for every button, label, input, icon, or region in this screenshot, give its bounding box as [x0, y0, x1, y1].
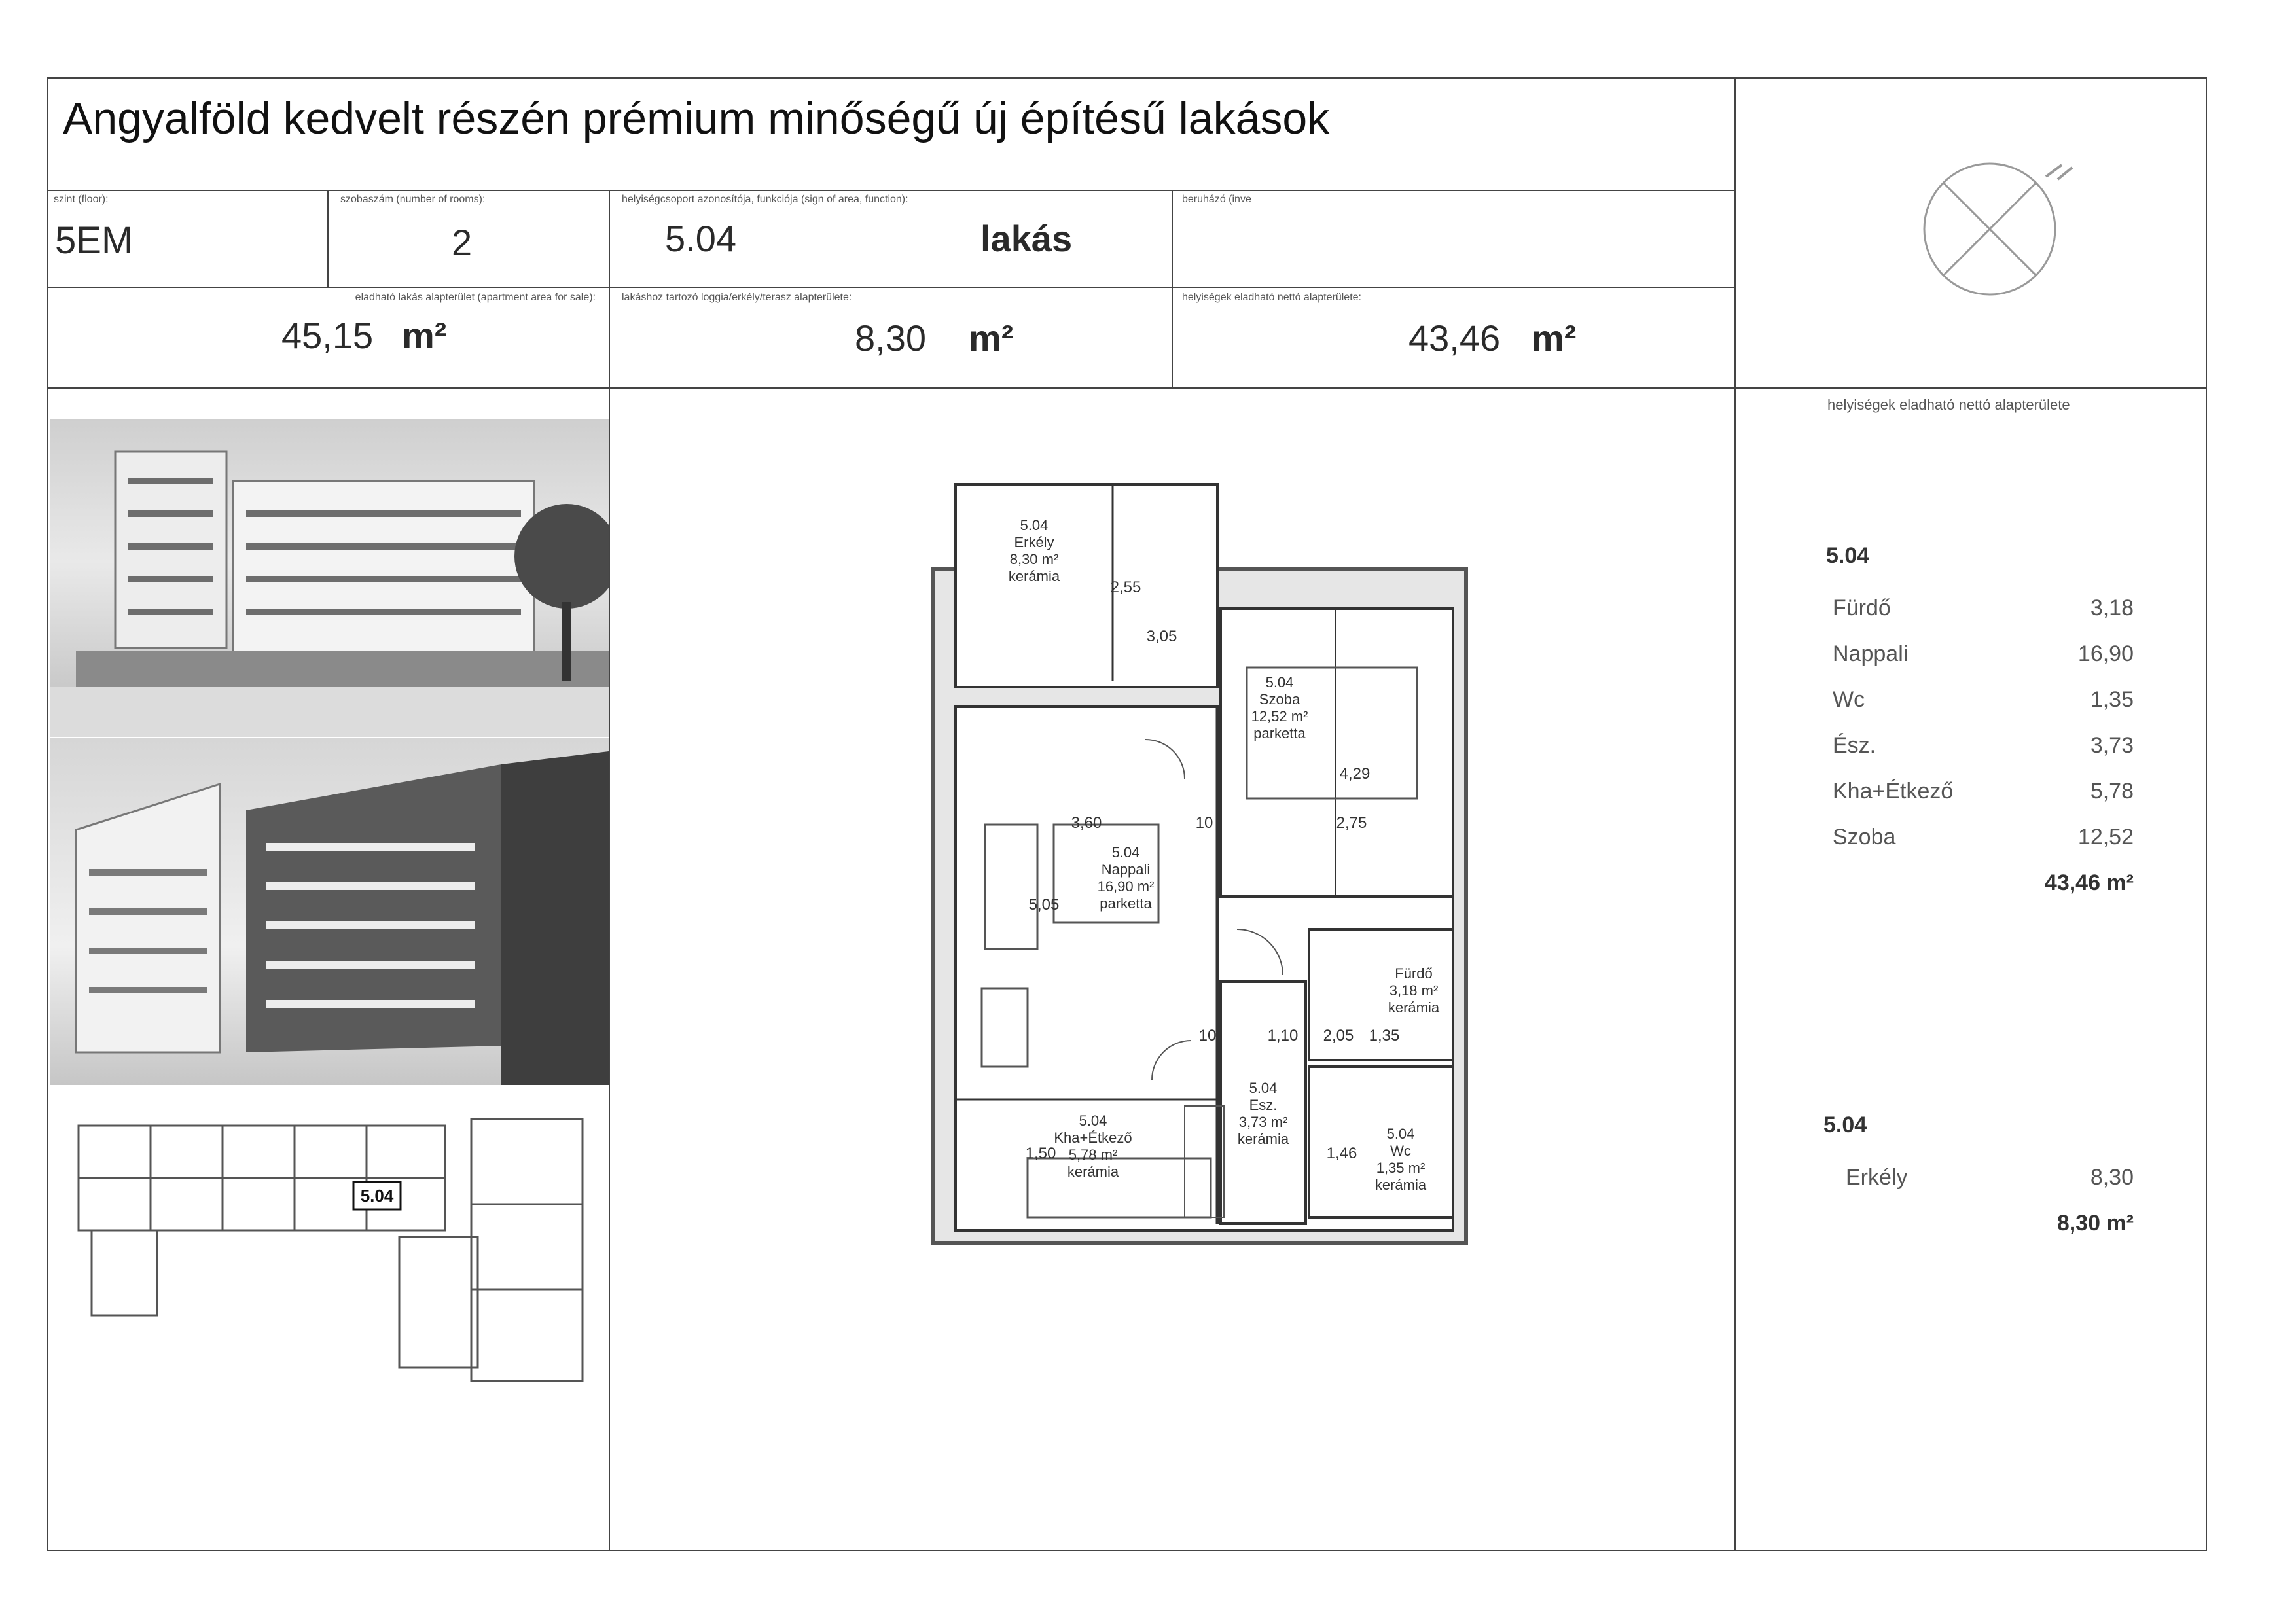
info-col1 — [327, 190, 329, 287]
nappali-name: Nappali — [1101, 861, 1151, 878]
esz-floor: kerámia — [1237, 1131, 1289, 1147]
room-value: 12,52 — [2077, 825, 2134, 849]
erkely-area: 8,30 m² — [1009, 551, 1059, 567]
rooms-value: 2 — [452, 222, 473, 263]
site-plan-tag: 5.04 — [360, 1186, 394, 1205]
room-row — [1833, 687, 2134, 733]
compass-icon — [1898, 157, 2108, 314]
sidebar-group2-id: 5.04 — [1823, 1113, 1867, 1137]
kha-area: 5,78 m² — [1068, 1147, 1118, 1163]
sale-area-unit: m² — [402, 315, 447, 356]
net-area-unit: m² — [1532, 317, 1577, 359]
balcony-total-value: 8,30 m² — [2056, 1211, 2134, 1236]
balcony-row — [1846, 1165, 2134, 1211]
szoba-floor: parketta — [1253, 725, 1306, 741]
wc-area: 1,35 m² — [1376, 1160, 1426, 1176]
function-label: helyiségcsoport azonosítója, funkciója (sign of area, function): — [622, 194, 908, 205]
dim-hall-offset: 10 — [1198, 1027, 1217, 1044]
loggia-unit: m² — [969, 317, 1014, 359]
szoba-name: Szoba — [1259, 691, 1300, 707]
frame-left — [47, 77, 48, 1551]
frame-right — [2206, 77, 2207, 1551]
sidebar-divider — [1734, 77, 1736, 1551]
kha-id: 5.04 — [1079, 1113, 1107, 1129]
kha-floor: kerámia — [1067, 1164, 1119, 1180]
balcony-total — [1846, 1211, 2134, 1236]
room-name: Kha+Étkező — [1833, 779, 1954, 804]
apartment-function: lakás — [980, 218, 1073, 259]
info-col3 — [1172, 190, 1173, 387]
dim-bath-height: 2,05 — [1323, 1027, 1354, 1044]
furdo-name: Fürdő — [1395, 965, 1433, 982]
room-name: Szoba — [1833, 825, 1896, 849]
room-name: Nappali — [1833, 641, 1909, 666]
rooms-label: szobaszám (number of rooms): — [340, 194, 486, 205]
room-total-value: 43,46 m² — [2044, 870, 2134, 895]
sidebar-heading: helyiségek eladható nettó alapterülete — [1827, 397, 2070, 413]
erkely-name: Erkély — [1014, 534, 1054, 550]
room-row — [1833, 641, 2134, 687]
dim-bedroom-width: 2,75 — [1336, 814, 1367, 832]
net-area-value: 43,46 — [1408, 317, 1501, 359]
room-row — [1833, 596, 2134, 641]
wc-floor: kerámia — [1374, 1177, 1427, 1193]
room-total — [1833, 870, 2134, 896]
left-column-divider — [609, 190, 610, 1551]
header-divider — [47, 190, 1734, 191]
dim-living-offset: 10 — [1195, 814, 1213, 832]
room-name: Fürdő — [1833, 596, 1891, 620]
sidebar-group1-id: 5.04 — [1826, 543, 1870, 568]
floor-plan — [929, 478, 1473, 1250]
esz-id: 5.04 — [1249, 1080, 1278, 1096]
erkely-floor: kerámia — [1008, 568, 1060, 584]
wc-name: Wc — [1390, 1143, 1411, 1159]
info-row-divider — [47, 287, 1734, 288]
dim-living-width: 3,60 — [1071, 814, 1102, 832]
room-row — [1833, 825, 2134, 870]
nappali-area: 16,90 m² — [1097, 878, 1155, 895]
building-render-2 — [50, 738, 609, 1085]
floor-label: szint (floor): — [54, 194, 109, 205]
room-list — [1833, 596, 2134, 896]
nappali-id: 5.04 — [1111, 844, 1140, 861]
loggia-value: 8,30 — [855, 317, 926, 359]
furdo-floor: kerámia — [1388, 999, 1440, 1016]
room-value: 5,78 — [2090, 779, 2134, 804]
frame-bottom — [47, 1550, 2207, 1551]
room-value: 3,18 — [2090, 596, 2134, 620]
room-name: Ész. — [1833, 733, 1876, 758]
dim-balcony-width: 3,05 — [1146, 628, 1177, 645]
sale-area-label: eladható lakás alapterület (apartment area for sale): — [355, 292, 596, 303]
room-row — [1833, 733, 2134, 779]
info-bottom-divider — [47, 387, 2207, 389]
building-render-1 — [50, 419, 609, 737]
investor-label: beruházó (inve — [1182, 194, 1251, 205]
nappali-floor: parketta — [1100, 895, 1152, 912]
room-value: 1,35 — [2090, 687, 2134, 712]
page-title: Angyalföld kedvelt részén prémium minőségű új építésű lakások — [63, 94, 1330, 143]
dim-bath-width: 1,35 — [1369, 1027, 1400, 1044]
room-value: 3,73 — [2090, 733, 2134, 758]
szoba-area: 12,52 m² — [1251, 708, 1308, 724]
balcony-name: Erkély — [1846, 1165, 1908, 1190]
net-area-label: helyiségek eladható nettó alapterülete: — [1182, 292, 1361, 303]
sale-area-value: 45,15 — [281, 315, 374, 356]
wc-id: 5.04 — [1386, 1126, 1415, 1142]
dim-wc-height: 1,46 — [1326, 1145, 1357, 1162]
room-value: 16,90 — [2077, 641, 2134, 666]
dim-hall-width: 1,10 — [1267, 1027, 1299, 1044]
szoba-id: 5.04 — [1265, 674, 1294, 690]
loggia-label: lakáshoz tartozó loggia/erkély/terasz alapterülete: — [622, 292, 852, 303]
esz-name: Esz. — [1249, 1097, 1278, 1113]
floor-value: 5EM — [55, 219, 134, 262]
esz-area: 3,73 m² — [1238, 1114, 1288, 1130]
furdo-area: 3,18 m² — [1389, 982, 1439, 999]
dim-bedroom-height: 4,29 — [1339, 765, 1371, 783]
room-name: Wc — [1833, 687, 1865, 712]
erkely-id: 5.04 — [1020, 517, 1049, 533]
dim-living-height: 5,05 — [1028, 896, 1060, 914]
dim-balcony-height: 2,55 — [1110, 579, 1141, 596]
apartment-id: 5.04 — [665, 218, 736, 259]
kha-name: Kha+Étkező — [1054, 1130, 1132, 1146]
dim-kitchen-height: 1,50 — [1025, 1145, 1056, 1162]
frame-top — [47, 77, 2207, 79]
site-plan — [72, 1113, 589, 1387]
balcony-value: 8,30 — [2090, 1165, 2134, 1190]
room-row — [1833, 779, 2134, 825]
balcony-list — [1846, 1165, 2134, 1236]
